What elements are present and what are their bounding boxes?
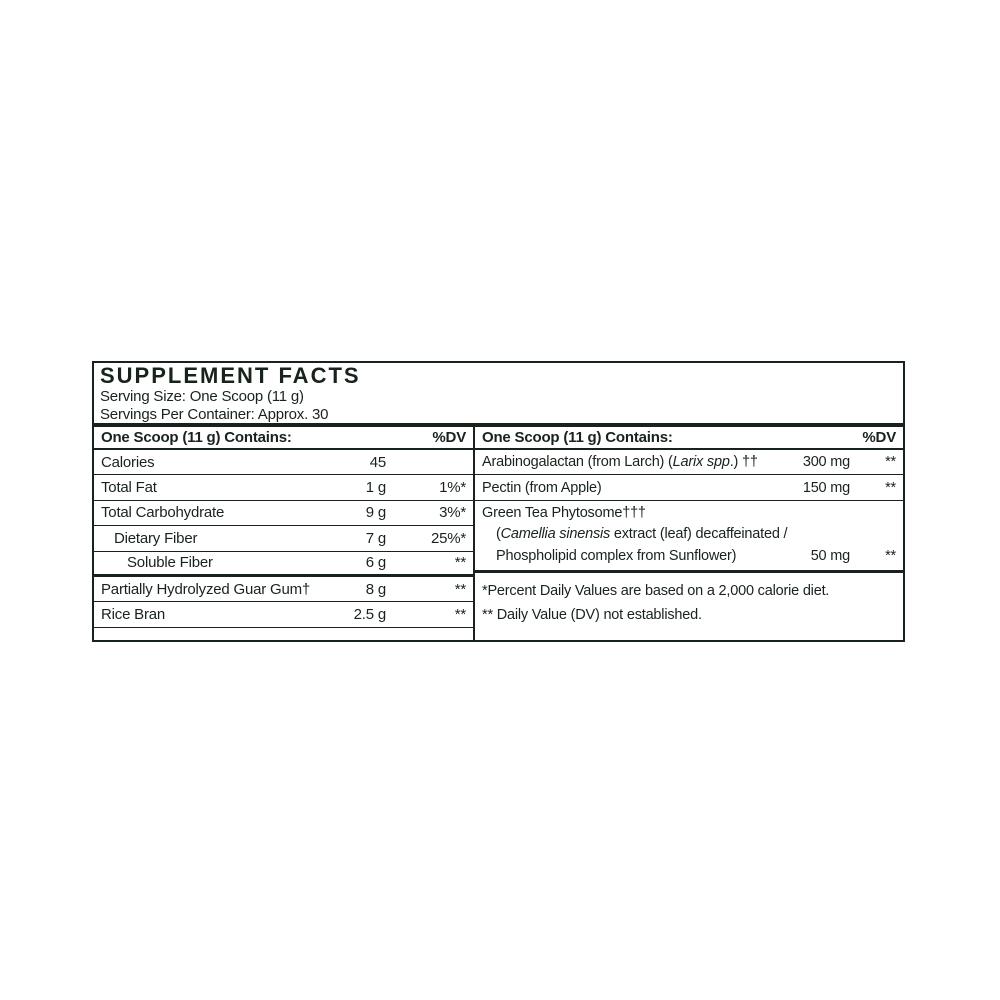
nutrient-dv: ** bbox=[454, 554, 466, 572]
nutrient-name: Partially Hydrolyzed Guar Gum† bbox=[101, 580, 311, 598]
nutrient-amount: 6 g bbox=[365, 554, 386, 572]
left-header-dv: %DV bbox=[432, 429, 466, 446]
nutrient-dv: ** bbox=[885, 479, 896, 496]
nutrient-amount: 45 bbox=[369, 453, 386, 471]
nutrient-dv: ** bbox=[885, 454, 896, 471]
right-column bbox=[475, 427, 903, 640]
green-tea-line1: Green Tea Phytosome††† bbox=[482, 504, 646, 521]
right-header-contains: One Scoop (11 g) Contains: bbox=[482, 429, 673, 446]
footnote-percent-dv: *Percent Daily Values are based on a 2,000 calorie diet. bbox=[482, 583, 830, 600]
name-plain: extract (leaf) decaffeinated / bbox=[610, 526, 788, 543]
supplement-facts-panel bbox=[92, 361, 905, 642]
columns-container bbox=[94, 427, 903, 640]
name-italic: Camellia sinensis bbox=[500, 526, 611, 543]
nutrient-amount: 9 g bbox=[365, 504, 386, 522]
nutrient-row-soluble-fiber bbox=[94, 552, 473, 577]
footnotes bbox=[475, 573, 903, 624]
nutrient-name: Total Fat bbox=[101, 479, 157, 497]
left-column bbox=[94, 427, 473, 640]
nutrient-amount: 7 g bbox=[365, 529, 386, 547]
left-header-contains: One Scoop (11 g) Contains: bbox=[101, 429, 292, 446]
name-plain: Arabinogalactan (from Larch) ( bbox=[482, 454, 673, 471]
nutrient-amount: 150 mg bbox=[802, 479, 850, 496]
nutrient-name: Dietary Fiber bbox=[114, 529, 198, 547]
panel-header bbox=[94, 363, 903, 423]
nutrient-name: Rice Bran bbox=[101, 606, 166, 624]
name-plain: .) †† bbox=[729, 454, 758, 471]
footnote-not-established: ** Daily Value (DV) not established. bbox=[482, 607, 702, 624]
nutrient-amount: 1 g bbox=[365, 479, 386, 497]
nutrient-row-guar-gum bbox=[94, 577, 473, 602]
nutrient-row-pectin bbox=[475, 475, 903, 500]
nutrient-amount: 50 mg bbox=[810, 547, 850, 564]
nutrient-name: Soluble Fiber bbox=[127, 554, 213, 572]
nutrient-name: Total Carbohydrate bbox=[101, 504, 225, 522]
nutrient-dv: ** bbox=[454, 580, 466, 598]
left-column-header bbox=[94, 427, 473, 450]
nutrient-amount: 2.5 g bbox=[353, 606, 386, 624]
nutrient-dv: 3%* bbox=[439, 504, 466, 522]
nutrient-row-rice-bran bbox=[94, 602, 473, 627]
nutrient-row-total-fat bbox=[94, 475, 473, 500]
nutrient-row-arabinogalactan bbox=[475, 450, 903, 475]
nutrient-row-total-carbohydrate bbox=[94, 501, 473, 526]
nutrient-name: Calories bbox=[101, 453, 155, 471]
nutrient-name: Pectin (from Apple) bbox=[482, 479, 602, 496]
name-plain: ( bbox=[496, 526, 501, 543]
nutrient-dv: 1%* bbox=[439, 479, 466, 497]
nutrient-amount: 300 mg bbox=[802, 454, 850, 471]
servings-per-container-line: Servings Per Container: Approx. 30 bbox=[100, 405, 329, 423]
panel-title: SUPPLEMENT FACTS bbox=[100, 363, 361, 388]
nutrient-dv: 25%* bbox=[430, 529, 466, 547]
right-column-header bbox=[475, 427, 903, 450]
nutrient-name bbox=[482, 454, 780, 470]
green-tea-line3 bbox=[482, 546, 896, 568]
right-header-dv: %DV bbox=[862, 429, 896, 446]
nutrient-row-green-tea-phytosome bbox=[475, 501, 903, 574]
name-italic: Larix spp bbox=[672, 454, 730, 471]
nutrient-dv: ** bbox=[885, 547, 896, 564]
nutrient-row-dietary-fiber bbox=[94, 526, 473, 551]
green-tea-line2 bbox=[482, 524, 896, 546]
nutrient-amount: 8 g bbox=[365, 580, 386, 598]
serving-size-line: Serving Size: One Scoop (11 g) bbox=[100, 388, 304, 405]
nutrient-row-calories bbox=[94, 450, 473, 475]
nutrient-dv: ** bbox=[454, 606, 466, 624]
nutrient-name: Phospholipid complex from Sunflower) bbox=[496, 547, 737, 564]
